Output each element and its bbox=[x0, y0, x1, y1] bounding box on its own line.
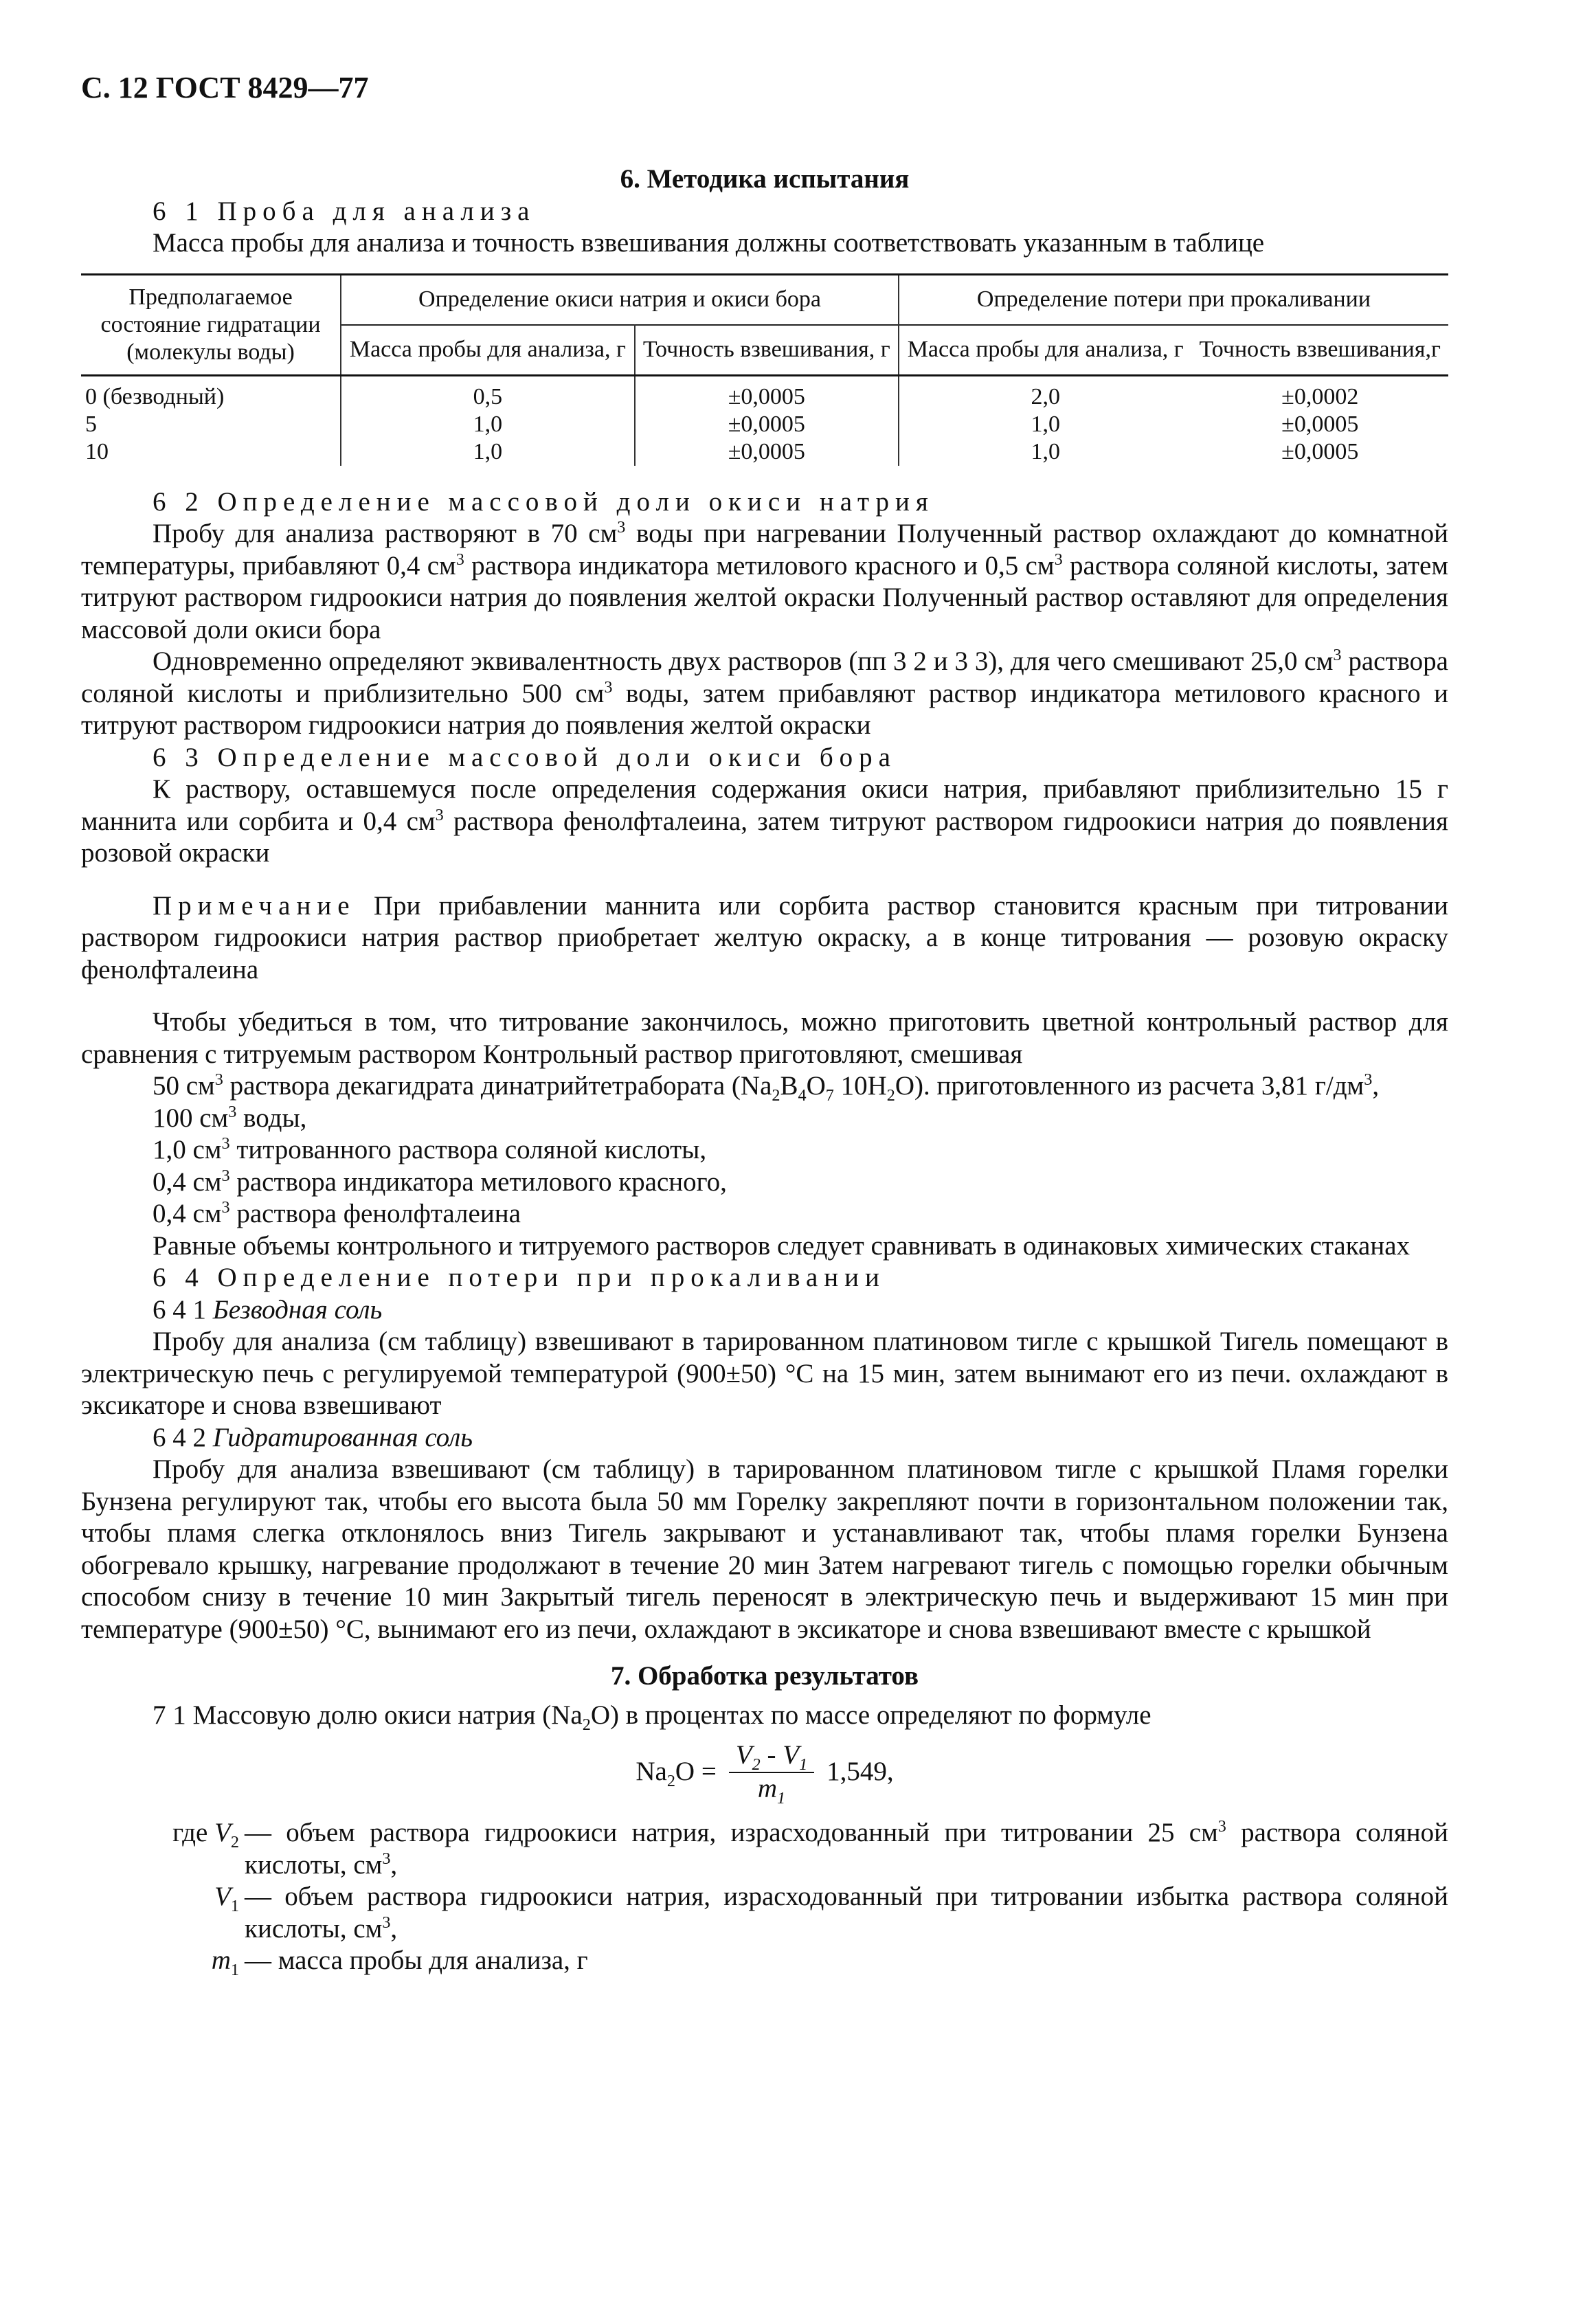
text-run: Примечание bbox=[153, 890, 356, 921]
text-run: 50 см bbox=[153, 1071, 215, 1101]
table-cell: ±0,0005 bbox=[635, 375, 899, 411]
text-run: 3 bbox=[382, 1913, 391, 1932]
paragraph bbox=[81, 1070, 1448, 1103]
text-run: , bbox=[390, 1849, 398, 1880]
definitions bbox=[81, 1817, 1448, 1977]
text-run: , bbox=[1372, 1071, 1380, 1101]
paragraph bbox=[81, 1167, 1448, 1199]
definition-text bbox=[245, 1817, 1448, 1881]
table-cell: 1,0 bbox=[341, 438, 635, 466]
text-run: раствора декагидрата динатрийтетрабората (Na bbox=[223, 1071, 772, 1101]
text-run: 4 bbox=[798, 1085, 807, 1105]
spacer bbox=[81, 870, 1448, 890]
text-run: воды при нагревании Полученный раствор охлаждают до комнатной температуры, прибавляют 0,4 см bbox=[81, 519, 1449, 581]
table-cell: 10 bbox=[85, 438, 109, 464]
table-cell: ±0,0005 bbox=[1281, 438, 1359, 464]
text-run: — объем раствора гидроокиси натрия, израсходованный при титровании избытка раствора соляной кислоты, см bbox=[245, 1882, 1448, 1944]
table-cell: 1,0 bbox=[341, 411, 635, 438]
paragraph bbox=[81, 1006, 1448, 1070]
text-run: 2 bbox=[886, 1085, 895, 1105]
paragraph bbox=[81, 1454, 1448, 1645]
paragraph bbox=[81, 1294, 1448, 1327]
formula-fraction bbox=[729, 1739, 814, 1805]
formula-numerator: $V_2 - V_1$ bbox=[729, 1739, 814, 1773]
paragraph bbox=[81, 646, 1448, 742]
table-cell: 1,0 bbox=[899, 438, 1192, 466]
text-run: 7 bbox=[825, 1085, 834, 1105]
formula-factor: 1,549, bbox=[827, 1757, 894, 1787]
page-header: С. 12 ГОСТ 8429—77 bbox=[81, 71, 369, 104]
text-run: 3 bbox=[214, 1070, 223, 1089]
text-run: 3 bbox=[1054, 550, 1063, 569]
formula-denominator: $m_1$ bbox=[757, 1773, 786, 1807]
text-run: Равные объемы контрольного и титруемого растворов следует сравнивать в одинаковых химических стаканах bbox=[153, 1230, 1410, 1261]
text-run: 0,4 см bbox=[153, 1167, 222, 1197]
table-subheader: Точность взвешивания,г bbox=[1199, 337, 1441, 362]
text-run: O) в процентах по массе определяют по формуле bbox=[590, 1700, 1151, 1730]
text-run: , bbox=[390, 1913, 398, 1944]
table-cell: ±0,0005 bbox=[635, 411, 899, 438]
text-run: 3 bbox=[1333, 646, 1342, 664]
text-run: — масса пробы для анализа, г bbox=[245, 1946, 588, 1975]
paragraph bbox=[81, 227, 1448, 260]
paragraph bbox=[81, 774, 1448, 870]
text-run: Одновременно определяют эквивалентность двух растворов (пп 3 2 и 3 3), для чего смешивают 25,0 см bbox=[153, 646, 1334, 676]
table-header-hydration: Предполагаемое состояние гидратации (молекулы воды) bbox=[100, 284, 321, 365]
text-run: Чтобы убедиться в том, что титрование закончилось, можно приготовить цветной контрольный раствор для сравнения с титруемым раствором Контрольный раствор приготовляют, смешивая bbox=[81, 1007, 1448, 1069]
definition-item bbox=[81, 1945, 1448, 1977]
table-cell: 0 (безводный) bbox=[85, 383, 225, 409]
text-run: Пробу для анализа (см таблицу) взвешивают в тарированном платиновом тигле с крышкой Тигель помещают в электрическую печь с регулируемой температурой (900±50) °С на 15 мин, затем вынимают его из печи. охлаждают в эксикаторе и снова взвешивают bbox=[81, 1327, 1448, 1420]
text-run: раствора индикатора метилового красного, bbox=[229, 1167, 727, 1197]
paragraph bbox=[81, 1230, 1448, 1263]
table-cell: 2,0 bbox=[899, 375, 1192, 411]
text-run: титрованного раствора соляной кислоты, bbox=[229, 1135, 707, 1164]
table-row bbox=[81, 438, 1448, 466]
text-run: 3 bbox=[228, 1102, 237, 1121]
section-7-intro bbox=[81, 1700, 1448, 1732]
definition-text bbox=[245, 1945, 1448, 1977]
text-run: воды, bbox=[236, 1103, 307, 1133]
text-run: O bbox=[806, 1071, 826, 1101]
before-table bbox=[81, 196, 1448, 260]
text-run: 3 bbox=[1217, 1817, 1226, 1836]
spacer bbox=[81, 466, 1448, 486]
table-header-group-2: Определение потери при прокаливании bbox=[899, 274, 1448, 325]
text-run: При прибавлении маннита или сорбита раствор становится красным при титровании раствором гидроокиси натрия раствор приобретает желтую окраску, а в конце титрования — розовую окраску фенолфталеина bbox=[81, 890, 1448, 984]
section-7-title: 7. Обработка результатов bbox=[610, 1661, 919, 1691]
table-row bbox=[81, 375, 1448, 411]
table-cell: ±0,0005 bbox=[1281, 411, 1359, 437]
definition-item bbox=[81, 1817, 1448, 1881]
text-run: 6 4 2 bbox=[153, 1422, 213, 1452]
subsection-heading bbox=[81, 196, 1448, 228]
table-cell: 0,5 bbox=[341, 375, 635, 411]
text-run: 6 3 Определение массовой доли окиси бора bbox=[153, 742, 897, 772]
paragraph bbox=[81, 890, 1448, 987]
table-subheader: Масса пробы для анализа, г bbox=[341, 325, 635, 376]
text-run: раствора соляной кислоты, затем титруют раствором гидроокиси натрия до появления желтой окраски Полученный раствор оставляют для определения массовой доли окиси бора bbox=[81, 550, 1448, 644]
formula-lhs: $Na_2O$ = bbox=[636, 1757, 717, 1791]
text-run: 3 bbox=[435, 805, 444, 824]
definition-item bbox=[81, 1881, 1448, 1945]
text-run: раствора фенолфталеина bbox=[229, 1199, 521, 1228]
text-run: раствора соляной кислоты и приблизительно 500 см bbox=[81, 646, 1448, 708]
text-run: 0,4 см bbox=[153, 1199, 222, 1228]
text-run: 2 bbox=[772, 1085, 780, 1105]
text-run: 3 bbox=[604, 677, 613, 697]
text-run: 10H bbox=[833, 1071, 887, 1101]
text-run: 3 bbox=[456, 550, 464, 569]
text-run: воды, затем прибавляют раствор индикатора метилового красного и титруют раствором гидроокиси натрия до появления желтой окраски bbox=[81, 678, 1448, 740]
table-subheader: Точность взвешивания, г bbox=[635, 325, 899, 376]
text-run: раствора соляной кислоты, см bbox=[245, 1818, 1448, 1880]
paragraph bbox=[81, 1198, 1448, 1230]
text-run: 6 1 Проба для анализа bbox=[153, 196, 536, 226]
section-6-title: 6. Методика испытания bbox=[620, 164, 910, 194]
paragraph bbox=[81, 1700, 1448, 1732]
text-run: O). приготовленного из расчета 3,81 г/дм bbox=[895, 1071, 1364, 1101]
text-run: 3 bbox=[221, 1134, 230, 1153]
table-body bbox=[81, 375, 1448, 466]
table-subheader: Масса пробы для анализа, г bbox=[899, 325, 1192, 376]
sample-table bbox=[81, 273, 1448, 466]
text-run: B bbox=[780, 1071, 798, 1101]
paragraph bbox=[81, 518, 1448, 646]
text-run: 6 4 Определение потери при прокаливании bbox=[153, 1263, 886, 1292]
text-run: Пробу для анализа взвешивают (см таблицу) в тарированном платиновом тигле с крышкой Пламя горелки Бунзена регулируют так, чтобы его высота была 50 мм Горелку закрепляют почти в горизонтальном положении так, чтобы пламя слегка отклонялось вниз Тигель закрывают и устанавливают так, чтобы пламя горелки Бунзена обогревало крышку, нагревание продолжают в течение 20 мин Затем нагревают тигель с помощью горелки обычным способом снизу в течение 10 мин Закрытый тигель переносят в электрическую печь и выдерживают 15 мин при температуре (900±50) °С, вынимают его из печи, охлаждают в эксикаторе и снова взвешивают вместе с крышкой bbox=[81, 1454, 1448, 1644]
text-run: 3 bbox=[221, 1198, 230, 1217]
text-run: 3 bbox=[617, 518, 626, 537]
definition-symbol: $m_1$ bbox=[211, 1946, 239, 1979]
text-run: Безводная соль bbox=[212, 1294, 383, 1325]
text-run: Пробу для анализа растворяют в 70 см bbox=[153, 519, 618, 548]
text-run: 7 1 Массовую долю окиси натрия (Na bbox=[153, 1700, 583, 1730]
spacer bbox=[81, 986, 1448, 1006]
subsection-heading bbox=[81, 486, 1448, 519]
text-run: 3 bbox=[382, 1849, 391, 1868]
text-run: 6 4 1 bbox=[153, 1294, 213, 1325]
table-header-group-1: Определение окиси натрия и окиси бора bbox=[341, 274, 899, 325]
formula bbox=[81, 1739, 1448, 1805]
table-row bbox=[81, 411, 1448, 438]
document-body bbox=[81, 164, 1448, 1977]
definition-text bbox=[245, 1881, 1448, 1945]
text-run: 100 см bbox=[153, 1103, 229, 1133]
text-run: 2 bbox=[582, 1715, 591, 1734]
text-run: — объем раствора гидроокиси натрия, израсходованный при титровании 25 см bbox=[245, 1818, 1218, 1847]
text-run: раствора фенолфталеина, затем титруют раствором гидроокиси натрия до появления розовой окраски bbox=[81, 806, 1448, 868]
text-run: Гидратированная соль bbox=[212, 1422, 473, 1452]
text-run: 3 bbox=[221, 1166, 230, 1185]
text-run: К раствору, оставшемуся после определения содержания окиси натрия, прибавляют приблизительно 15 г маннита или сорбита и 0,4 см bbox=[81, 774, 1448, 836]
paragraph bbox=[81, 1134, 1448, 1167]
text-run: Масса пробы для анализа и точность взвешивания должны соответствовать указанным в таблице bbox=[153, 228, 1265, 258]
subsection-heading bbox=[81, 1262, 1448, 1294]
definition-symbol: где $V_2$ bbox=[172, 1818, 239, 1851]
text-run: 3 bbox=[1364, 1070, 1373, 1089]
paragraph bbox=[81, 1103, 1448, 1135]
table-cell: 5 bbox=[85, 411, 97, 437]
table-cell: ±0,0005 bbox=[635, 438, 899, 466]
after-table bbox=[81, 466, 1448, 1646]
paragraph bbox=[81, 1422, 1448, 1454]
subsection-heading bbox=[81, 742, 1448, 774]
definition-symbol: $V_1$ bbox=[214, 1882, 239, 1915]
table-cell: ±0,0002 bbox=[1281, 383, 1359, 409]
table-cell: 1,0 bbox=[899, 411, 1192, 438]
text-run: 1,0 см bbox=[153, 1135, 222, 1164]
paragraph bbox=[81, 1326, 1448, 1422]
text-run: 6 2 Определение массовой доли окиси натрия bbox=[153, 486, 934, 517]
text-run: раствора индикатора метилового красного и 0,5 см bbox=[464, 550, 1055, 581]
